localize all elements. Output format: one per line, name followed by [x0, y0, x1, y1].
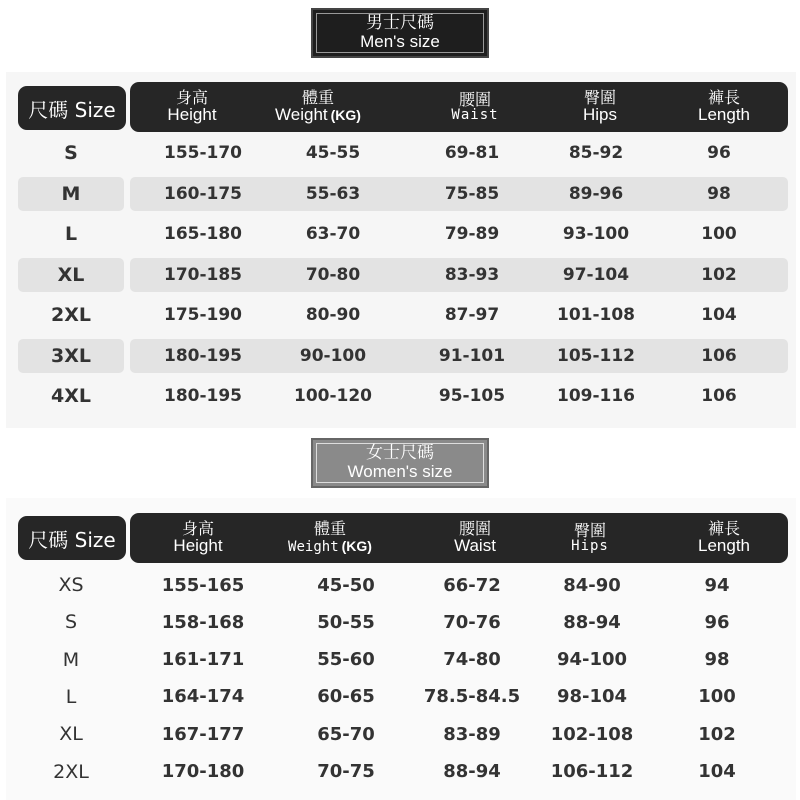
mens-size-title	[311, 8, 489, 58]
row-band	[130, 136, 788, 170]
row-band	[130, 568, 788, 602]
row-band	[130, 717, 788, 751]
length-cell: 102	[698, 723, 736, 745]
mens-column-headers	[130, 82, 788, 132]
height-cell: 175-190	[163, 305, 243, 325]
height-cell: 167-177	[161, 723, 245, 745]
waist-cell: 83-93	[444, 264, 500, 285]
row-band	[130, 379, 788, 413]
length-header	[659, 82, 789, 132]
waist-header-en: Waist	[451, 107, 499, 124]
height-cell: 180-195	[163, 386, 243, 406]
weight-cell: 50-55	[317, 611, 375, 633]
weight-unit: (KG)	[341, 538, 372, 555]
height-header-zh: 身高	[175, 87, 208, 107]
length-cell: 100	[701, 224, 737, 244]
weight-cell: 100-120	[293, 386, 373, 406]
weight-cell: 80-90	[305, 305, 361, 325]
size-cell: 4XL	[51, 385, 91, 407]
height-cell: 158-168	[161, 611, 245, 633]
size-cell: L	[64, 223, 78, 245]
row-band	[130, 339, 788, 373]
womens-title-zh: 女士尺碼	[366, 443, 434, 464]
length-cell: 100	[698, 686, 736, 708]
table-row	[6, 339, 796, 373]
weight-header-en: Weight	[275, 105, 328, 125]
womens-size-table	[6, 498, 796, 800]
hips-cell: 102-108	[550, 723, 634, 745]
row-band	[130, 605, 788, 639]
size-cell: XS	[58, 574, 84, 596]
table-row	[6, 755, 796, 789]
size-column-header: 尺碼 Size	[18, 516, 126, 560]
length-header	[659, 513, 789, 563]
size-cell: L	[65, 685, 77, 708]
waist-cell: 74-80	[443, 649, 501, 671]
height-cell: 164-174	[161, 686, 245, 708]
row-band	[130, 680, 788, 714]
hips-cell: 89-96	[568, 183, 624, 204]
weight-header	[265, 513, 395, 563]
row-band	[130, 298, 788, 332]
waist-cell: 70-76	[443, 611, 501, 633]
waist-cell: 83-89	[443, 723, 501, 745]
size-column-header: 尺碼 Size	[18, 86, 126, 130]
table-row	[6, 136, 796, 170]
waist-cell: 91-101	[438, 345, 506, 366]
hips-cell: 97-104	[562, 264, 630, 285]
size-cell: M	[18, 177, 124, 211]
length-header-zh: 褲長	[707, 87, 740, 107]
length-cell: 106	[701, 345, 737, 366]
height-cell: 170-185	[163, 264, 243, 285]
weight-header-en: Weight	[288, 539, 339, 556]
waist-cell: 95-105	[438, 386, 506, 406]
table-row	[6, 605, 796, 639]
mens-size-table	[6, 72, 796, 428]
hips-header-en: Hips	[582, 105, 617, 125]
weight-cell: 55-63	[305, 183, 361, 204]
length-cell: 98	[707, 183, 731, 204]
length-cell: 94	[704, 574, 730, 596]
row-band	[130, 177, 788, 211]
height-cell: 161-171	[161, 649, 245, 671]
weight-unit: (KG)	[330, 107, 361, 124]
hips-header	[535, 82, 665, 132]
length-cell: 96	[704, 611, 730, 633]
row-band	[130, 755, 788, 789]
waist-header	[410, 82, 540, 132]
hips-cell: 105-112	[556, 345, 636, 366]
waist-cell: 75-85	[444, 183, 500, 204]
row-band	[130, 643, 788, 677]
height-cell: 155-165	[161, 574, 245, 596]
hips-cell: 85-92	[568, 143, 624, 163]
length-cell: 104	[698, 761, 736, 782]
waist-header-zh: 腰圍	[458, 518, 491, 538]
length-cell: 102	[701, 264, 737, 285]
womens-column-headers	[130, 513, 788, 563]
weight-header-zh: 體重	[301, 87, 334, 107]
waist-cell: 87-97	[444, 305, 500, 325]
size-cell: M	[62, 648, 80, 671]
size-cell: XL	[59, 723, 83, 746]
height-cell: 170-180	[161, 761, 245, 782]
waist-header-zh: 腰圍	[458, 89, 491, 109]
hips-cell: 101-108	[556, 305, 636, 325]
table-row	[6, 379, 796, 413]
size-cell: S	[64, 142, 78, 164]
weight-cell: 63-70	[305, 224, 361, 244]
weight-cell: 70-75	[317, 761, 375, 782]
waist-header	[410, 513, 540, 563]
weight-header	[253, 82, 383, 132]
waist-cell: 79-89	[444, 224, 500, 244]
height-header-en: Height	[167, 105, 217, 125]
womens-title-en: Women's size	[347, 462, 453, 481]
length-header-zh: 褲長	[707, 518, 740, 538]
womens-size-title	[311, 438, 489, 488]
hips-cell: 98-104	[556, 686, 628, 708]
table-row	[6, 258, 796, 292]
hips-header-en: Hips	[571, 538, 609, 555]
table-row	[6, 177, 796, 211]
height-cell: 165-180	[163, 224, 243, 244]
height-header	[127, 82, 257, 132]
mens-title-zh: 男士尺碼	[366, 13, 434, 34]
hips-header	[525, 513, 655, 563]
table-row	[6, 643, 796, 677]
height-cell: 155-170	[163, 143, 243, 163]
table-row	[6, 298, 796, 332]
size-cell: XL	[18, 258, 124, 292]
table-row	[6, 680, 796, 714]
waist-cell: 78.5-84.5	[423, 686, 521, 708]
weight-cell: 45-55	[305, 143, 361, 163]
length-header-en: Length	[698, 536, 750, 556]
length-cell: 106	[701, 386, 737, 406]
length-cell: 104	[701, 305, 737, 325]
hips-cell: 109-116	[556, 386, 636, 406]
height-header	[133, 513, 263, 563]
hips-header-zh: 臀圍	[583, 87, 616, 107]
waist-cell: 88-94	[443, 761, 501, 782]
table-row	[6, 717, 796, 751]
weight-cell: 60-65	[317, 686, 375, 708]
hips-cell: 93-100	[562, 224, 630, 244]
waist-cell: 69-81	[444, 143, 500, 163]
height-header-en: Height	[173, 536, 223, 556]
weight-cell: 55-60	[317, 649, 375, 671]
size-cell: 2XL	[53, 760, 89, 783]
mens-title-en: Men's size	[360, 32, 440, 51]
weight-cell: 70-80	[305, 264, 361, 285]
hips-cell: 84-90	[563, 574, 621, 596]
weight-cell: 65-70	[317, 723, 375, 745]
table-row	[6, 568, 796, 602]
row-band	[130, 217, 788, 251]
row-band	[130, 258, 788, 292]
height-cell: 160-175	[163, 183, 243, 204]
height-header-zh: 身高	[181, 518, 214, 538]
hips-cell: 106-112	[550, 761, 634, 782]
weight-cell: 45-50	[317, 574, 375, 596]
weight-header-zh: 體重	[313, 518, 346, 538]
length-cell: 98	[704, 649, 730, 671]
table-row	[6, 217, 796, 251]
waist-cell: 66-72	[443, 574, 501, 596]
waist-header-en: Waist	[454, 536, 496, 556]
hips-cell: 88-94	[563, 611, 621, 633]
hips-cell: 94-100	[556, 649, 628, 671]
size-cell: S	[64, 611, 78, 634]
hips-header-zh: 臀圍	[573, 520, 606, 540]
weight-cell: 90-100	[299, 345, 367, 366]
length-cell: 96	[707, 143, 731, 163]
height-cell: 180-195	[163, 345, 243, 366]
length-header-en: Length	[698, 105, 750, 125]
size-cell: 2XL	[51, 304, 91, 326]
size-cell: 3XL	[18, 339, 124, 373]
